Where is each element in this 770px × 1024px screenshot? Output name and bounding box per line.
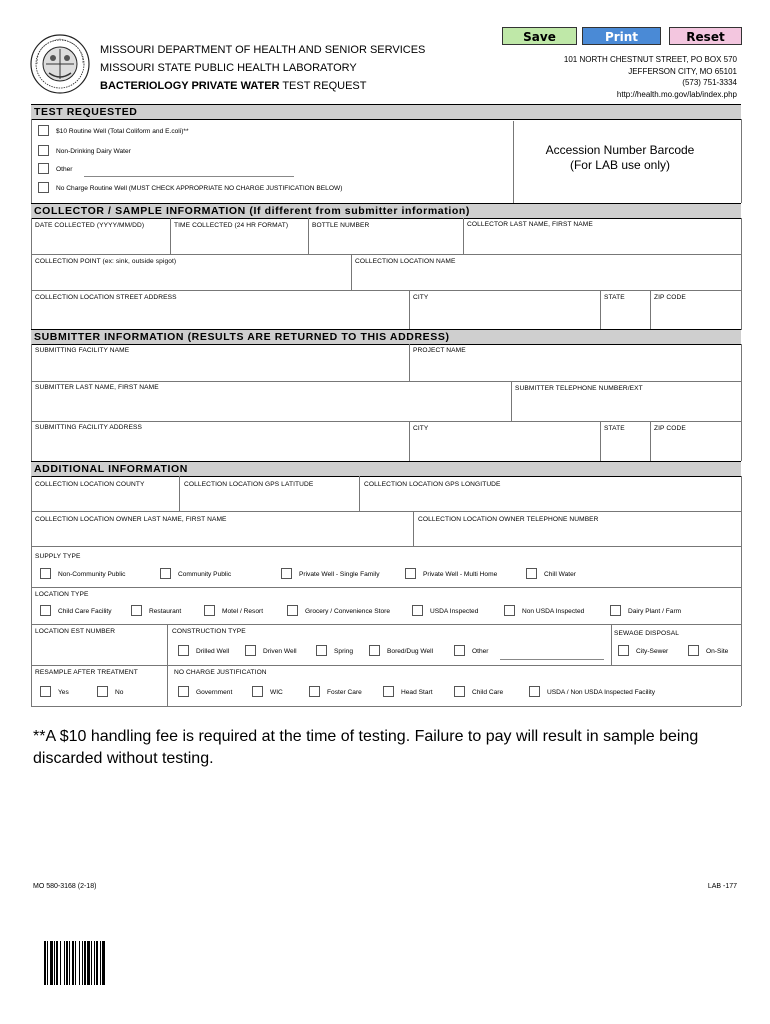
additional-heading: ADDITIONAL INFORMATION	[31, 461, 741, 477]
collection-state-field[interactable]: STATE	[604, 294, 625, 301]
department-name: MISSOURI DEPARTMENT OF HEALTH AND SENIOR SERVICES	[100, 44, 426, 56]
barcode-bar	[79, 941, 80, 985]
form-title-bold: BACTERIOLOGY PRIVATE WATER	[100, 80, 280, 92]
accession-barcode-label	[520, 143, 720, 173]
location-option-label: USDA Inspected	[430, 608, 479, 615]
print-button[interactable]: Print	[582, 27, 661, 45]
sewage-city-checkbox[interactable]	[618, 645, 629, 656]
submitter-city-field[interactable]: CITY	[413, 425, 429, 432]
resample-option-label: Yes	[58, 689, 69, 696]
save-button[interactable]: Save	[502, 27, 577, 45]
collector-name-field[interactable]: COLLECTOR LAST NAME, FIRST NAME	[467, 221, 593, 228]
owner-name-field[interactable]: COLLECTION LOCATION OWNER LAST NAME, FIRST NAME	[35, 516, 227, 523]
sewage-onsite-checkbox[interactable]	[688, 645, 699, 656]
barcode-bar	[50, 941, 53, 985]
barcode-bar	[54, 941, 55, 985]
form-number: MO 580-3168 (2-18)	[33, 883, 97, 890]
location-type-label: LOCATION TYPE	[35, 591, 89, 598]
barcode-bar	[84, 941, 86, 985]
lab-name: MISSOURI STATE PUBLIC HEALTH LABORATORY	[100, 62, 357, 74]
no-charge-option-label: Child Care	[472, 689, 504, 696]
supply-option-label: Community Public	[178, 571, 232, 578]
resample-no-checkbox[interactable]	[97, 686, 108, 697]
date-collected-field[interactable]: DATE COLLECTED (YYYY/MM/DD)	[35, 222, 145, 229]
supply-chill-water-checkbox[interactable]	[526, 568, 537, 579]
sewage-disposal-label: SEWAGE DISPOSAL	[614, 630, 680, 637]
test-other-field[interactable]	[84, 176, 294, 177]
no-charge-foster-checkbox[interactable]	[309, 686, 320, 697]
location-option-label: Non USDA Inspected	[522, 608, 585, 615]
no-charge-wic-checkbox[interactable]	[252, 686, 263, 697]
supply-option-label: Chill Water	[544, 571, 576, 578]
collection-street-field[interactable]: COLLECTION LOCATION STREET ADDRESS	[35, 294, 177, 301]
collection-location-name-field[interactable]: COLLECTION LOCATION NAME	[355, 258, 456, 265]
submitter-phone-field[interactable]: SUBMITTER TELEPHONE NUMBER/EXT	[515, 385, 643, 392]
supply-option-label: Non-Community Public	[58, 571, 126, 578]
sewage-option-label: City-Sewer	[636, 648, 669, 655]
gps-longitude-field[interactable]: COLLECTION LOCATION GPS LONGITUDE	[364, 481, 501, 488]
lab-phone: (573) 751-3334	[682, 78, 737, 87]
barcode-bar	[102, 941, 105, 985]
resample-option-label: No	[115, 689, 124, 696]
submitter-state-field[interactable]: STATE	[604, 425, 625, 432]
test-option-label: No Charge Routine Well (MUST CHECK APPROPRIATE NO CHARGE JUSTIFICATION BELOW)	[56, 185, 343, 192]
barcode-bar	[60, 941, 61, 985]
owner-phone-field[interactable]: COLLECTION LOCATION OWNER TELEPHONE NUMBER	[418, 516, 599, 523]
barcode-bar	[96, 941, 98, 985]
form-title	[100, 78, 367, 95]
collection-city-field[interactable]: CITY	[413, 294, 429, 301]
barcode-bar	[75, 941, 76, 985]
no-charge-label: NO CHARGE JUSTIFICATION	[174, 669, 267, 676]
time-collected-field[interactable]: TIME COLLECTED (24 HR FORMAT)	[174, 222, 289, 229]
no-charge-option-label: WIC	[270, 689, 283, 696]
no-charge-usda-checkbox[interactable]	[529, 686, 540, 697]
test-dairy-water-checkbox[interactable]	[38, 145, 49, 156]
barcode-bar	[44, 941, 46, 985]
resample-label: RESAMPLE AFTER TREATMENT	[35, 669, 138, 676]
test-other-checkbox[interactable]	[38, 163, 49, 174]
accession-line-2: (For LAB use only)	[569, 158, 671, 172]
location-child-care-checkbox[interactable]	[40, 605, 51, 616]
barcode-bar	[87, 941, 90, 985]
no-charge-government-checkbox[interactable]	[178, 686, 189, 697]
form-barcode	[44, 941, 124, 985]
no-charge-option-label: Foster Care	[327, 689, 362, 696]
sewage-option-label: On-Site	[706, 648, 729, 655]
barcode-bar	[82, 941, 83, 985]
test-routine-well-checkbox[interactable]	[38, 125, 49, 136]
supply-non-community-checkbox[interactable]	[40, 568, 51, 579]
location-option-label: Grocery / Convenience Store	[305, 608, 391, 615]
barcode-bar	[100, 941, 101, 985]
barcode-bar	[56, 941, 58, 985]
project-name-field[interactable]: PROJECT NAME	[413, 347, 466, 354]
handling-fee-notice: **A $10 handling fee is required at the time of testing. Failure to pay will result in sample being discarded without testing.	[33, 728, 699, 767]
form-title-rest: TEST REQUEST	[279, 80, 367, 92]
submitting-facility-field[interactable]: SUBMITTING FACILITY NAME	[35, 347, 130, 354]
lab-city: JEFFERSON CITY, MO 65101	[628, 67, 737, 76]
accession-line-1: Accession Number Barcode	[545, 143, 695, 157]
no-charge-option-label: USDA / Non USDA Inspected Facility	[547, 689, 656, 696]
supply-option-label: Private Well - Single Family	[299, 571, 380, 578]
collection-point-field[interactable]: COLLECTION POINT (ex: sink, outside spigot)	[35, 258, 177, 265]
resample-yes-checkbox[interactable]	[40, 686, 51, 697]
construction-type-label: CONSTRUCTION TYPE	[172, 628, 246, 635]
barcode-bar	[69, 941, 70, 985]
lab-number: LAB -177	[707, 883, 737, 890]
county-field[interactable]: COLLECTION LOCATION COUNTY	[35, 481, 145, 488]
supply-option-label: Private Well - Multi Home	[423, 571, 498, 578]
barcode-bar	[91, 941, 92, 985]
location-non-usda-checkbox[interactable]	[504, 605, 515, 616]
location-motel-checkbox[interactable]	[204, 605, 215, 616]
construction-option-label: Driven Well	[263, 648, 297, 655]
barcode-bar	[72, 941, 74, 985]
construction-drilled-checkbox[interactable]	[178, 645, 189, 656]
supply-community-checkbox[interactable]	[160, 568, 171, 579]
location-usda-checkbox[interactable]	[412, 605, 423, 616]
construction-driven-checkbox[interactable]	[245, 645, 256, 656]
test-option-label: Other	[56, 166, 73, 173]
location-option-label: Child Care Facility	[58, 608, 112, 615]
construction-option-label: Other	[472, 648, 489, 655]
no-charge-option-label: Head Start	[401, 689, 433, 696]
collector-heading: COLLECTOR / SAMPLE INFORMATION (If different from submitter information)	[31, 203, 741, 219]
location-restaurant-checkbox[interactable]	[131, 605, 142, 616]
location-est-number-field[interactable]: LOCATION EST NUMBER	[35, 628, 116, 635]
supply-private-multi-checkbox[interactable]	[405, 568, 416, 579]
location-dairy-checkbox[interactable]	[610, 605, 621, 616]
test-option-label: $10 Routine Well (Total Coliform and E.coli)**	[56, 128, 189, 135]
location-option-label: Dairy Plant / Farm	[628, 608, 682, 615]
construction-option-label: Drilled Well	[196, 648, 230, 655]
barcode-bar	[64, 941, 65, 985]
gps-latitude-field[interactable]: COLLECTION LOCATION GPS LATITUDE	[184, 481, 314, 488]
no-charge-option-label: Government	[196, 689, 233, 696]
test-no-charge-checkbox[interactable]	[38, 182, 49, 193]
lab-url[interactable]: http://health.mo.gov/lab/index.php	[616, 90, 737, 99]
test-requested-heading: TEST REQUESTED	[31, 104, 741, 120]
construction-option-label: Bored/Dug Well	[387, 648, 434, 655]
barcode-bar	[47, 941, 48, 985]
construction-bored-checkbox[interactable]	[369, 645, 380, 656]
location-option-label: Restaurant	[149, 608, 182, 615]
submitter-name-field[interactable]: SUBMITTER LAST NAME, FIRST NAME	[35, 384, 159, 391]
construction-spring-checkbox[interactable]	[316, 645, 327, 656]
submitter-zip-field[interactable]: ZIP CODE	[654, 425, 686, 432]
reset-button[interactable]: Reset	[669, 27, 742, 45]
barcode-bar	[94, 941, 95, 985]
location-grocery-checkbox[interactable]	[287, 605, 298, 616]
barcode-bar	[66, 941, 68, 985]
no-charge-head-start-checkbox[interactable]	[383, 686, 394, 697]
supply-private-single-checkbox[interactable]	[281, 568, 292, 579]
bottle-number-field[interactable]: BOTTLE NUMBER	[312, 222, 370, 229]
construction-other-checkbox[interactable]	[454, 645, 465, 656]
supply-type-label: SUPPLY TYPE	[35, 553, 81, 560]
lab-address: 101 NORTH CHESTNUT STREET, PO BOX 570	[563, 55, 737, 64]
test-option-label: Non-Drinking Dairy Water	[56, 148, 131, 155]
collection-zip-field[interactable]: ZIP CODE	[654, 294, 686, 301]
construction-option-label: Spring	[334, 648, 354, 655]
submitter-heading: SUBMITTER INFORMATION (RESULTS ARE RETURNED TO THIS ADDRESS)	[31, 329, 741, 345]
construction-other-field[interactable]	[500, 659, 604, 660]
submitting-address-field[interactable]: SUBMITTING FACILITY ADDRESS	[35, 424, 142, 431]
state-seal-logo	[29, 33, 91, 95]
no-charge-child-care-checkbox[interactable]	[454, 686, 465, 697]
location-option-label: Motel / Resort	[222, 608, 264, 615]
